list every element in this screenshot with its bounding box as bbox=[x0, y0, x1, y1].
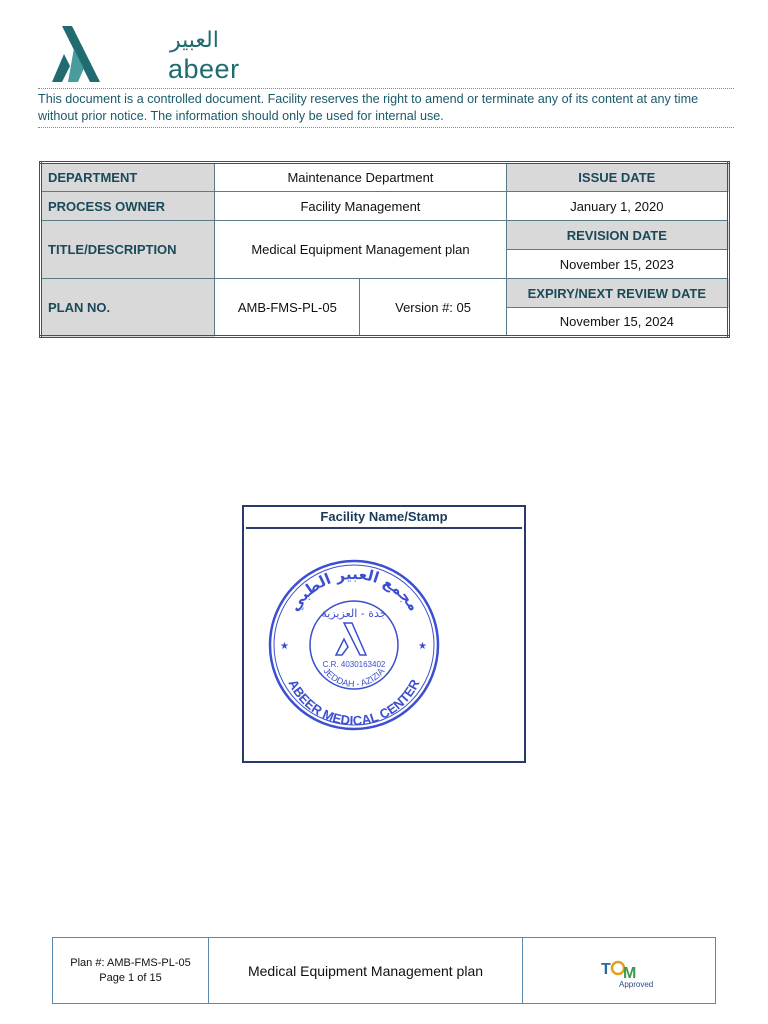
stamp-arabic-middle: جدة - العزيزية bbox=[321, 607, 387, 620]
process-owner-value: Facility Management bbox=[215, 192, 506, 221]
svg-text:M: M bbox=[623, 965, 637, 982]
logo-english-text: abeer bbox=[168, 54, 240, 84]
revision-date-label: REVISION DATE bbox=[506, 221, 728, 250]
process-owner-label: PROCESS OWNER bbox=[41, 192, 215, 221]
issue-date-value: January 1, 2020 bbox=[506, 192, 728, 221]
title-value: Medical Equipment Management plan bbox=[215, 221, 506, 279]
plan-no-value: AMB-FMS-PL-05 bbox=[215, 279, 360, 337]
plan-no-label: PLAN NO. bbox=[41, 279, 215, 337]
expiry-date-label: EXPIRY/NEXT REVIEW DATE bbox=[506, 279, 728, 308]
stamp-arabic-top: مجمع العبير الطبي bbox=[285, 564, 424, 615]
svg-text:JEDDAH - AZIZIA bbox=[322, 666, 387, 689]
svg-text:T: T bbox=[601, 961, 611, 978]
page-footer bbox=[52, 937, 716, 1004]
stamp-cr-number: C.R. 4030163402 bbox=[322, 660, 386, 669]
tqm-badge-text: Approved bbox=[619, 980, 654, 989]
facility-stamp-box bbox=[242, 505, 526, 763]
footer-page-number: Page 1 of 15 bbox=[99, 971, 162, 984]
version-value: Version #: 05 bbox=[360, 279, 506, 337]
stamp-box-title: Facility Name/Stamp bbox=[246, 507, 522, 529]
tqm-approved-badge-icon bbox=[601, 956, 661, 990]
footer-plan-number: Plan #: AMB-FMS-PL-05 bbox=[70, 956, 191, 969]
title-label: TITLE/DESCRIPTION bbox=[41, 221, 215, 279]
svg-text:★: ★ bbox=[280, 641, 289, 652]
issue-date-label: ISSUE DATE bbox=[506, 163, 728, 192]
abeer-logo bbox=[48, 24, 240, 84]
footer-plan-info bbox=[53, 938, 209, 1003]
footer-title: Medical Equipment Management plan bbox=[209, 938, 523, 1003]
department-value: Maintenance Department bbox=[215, 163, 506, 192]
stamp-inner-text: JEDDAH - AZIZIA bbox=[321, 665, 387, 689]
facility-stamp-icon bbox=[266, 557, 442, 733]
expiry-date-value: November 15, 2024 bbox=[506, 308, 728, 337]
department-label: DEPARTMENT bbox=[41, 163, 215, 192]
revision-date-value: November 15, 2023 bbox=[506, 250, 728, 279]
controlled-document-notice: This document is a controlled document. Facility reserves the right to amend or terminate any of its content at any time without prior notice. The information should only be used for internal use. bbox=[38, 88, 734, 128]
stamp-english-bottom: ABEER MEDICAL CENTER bbox=[285, 676, 423, 729]
svg-text:★: ★ bbox=[418, 641, 427, 652]
logo-arabic-text: العبير bbox=[170, 28, 219, 53]
document-info-table bbox=[39, 161, 730, 338]
footer-badge-cell bbox=[523, 938, 715, 1003]
abeer-logo-mark-icon bbox=[48, 24, 104, 84]
